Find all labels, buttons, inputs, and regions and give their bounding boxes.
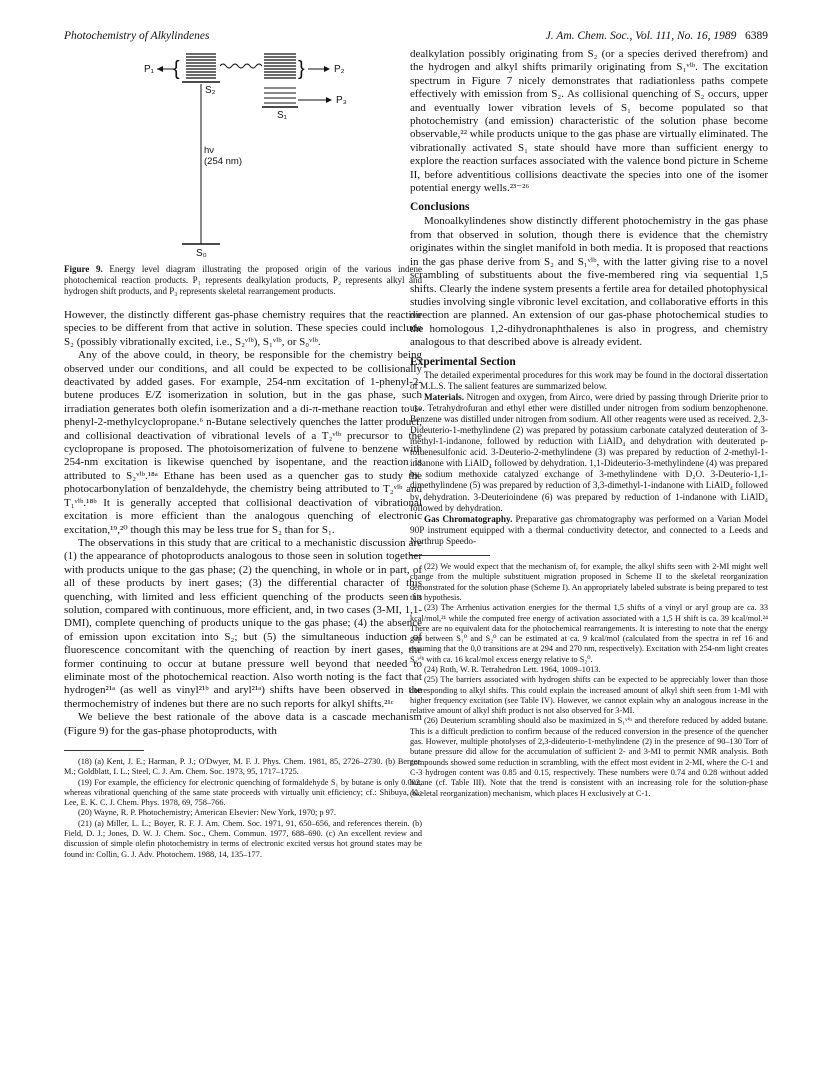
gc-label: Gas Chromatography. <box>424 513 513 524</box>
conclusions-paragraph: Monoalkylindenes show distinctly different photochemistry in the gas phase from that observed in solution, though there is evidence that the chemistry originates within the singlet manifold in both media. It is proposed that reactions in the gas phase derive from S₂ and S₁ᵛⁱᵇ, with the latter giving rise to a novel scrambling of substituents about the five-membered ring via sequential 1,5 shifts. Clearly the indene system presents a fertile area for detailed photophysical studies involving single vibronic level excitation, and collaborative efforts in this direction are planned. An extension of our gas-phase photochemical studies to the homologous 1,2-dihydronaphthalenes is also in progress, and chemistry analogous to that described above is already evident. <box>410 215 768 349</box>
p1-arrowhead <box>157 66 163 72</box>
left-column <box>64 48 422 860</box>
s0-label: S₀ <box>196 248 207 259</box>
right-column <box>410 48 768 799</box>
footnote-20: (20) Wayne, R. P. Photochemistry; American Elsevier: New York, 1970; p 97. <box>78 808 336 818</box>
experimental-intro: The detailed experimental procedures for this work may be found in the doctoral dissertation of M.L.S. The salient features are summarized below. <box>410 369 768 391</box>
experimental-heading: Experimental Section <box>410 355 516 368</box>
energy-level-diagram <box>64 48 422 260</box>
s2-label: S₂ <box>205 85 216 96</box>
experimental-section <box>410 370 768 548</box>
p3-label: P₃ <box>336 95 347 106</box>
journal-header <box>464 30 768 42</box>
page-number: 6389 <box>745 30 768 42</box>
conclusions-heading: Conclusions <box>410 201 470 214</box>
right-brace: } <box>298 58 305 80</box>
left-paragraph-3: The observations in this study that are critical to a mechanistic discussion are (1) the appearance of photoproducts analogous to those seen in solution together with products unique to the gas phase; (2) the quenching, in whole or in part, of all of these products by inert gases; (3) the differential character of this quenching, with limited and less efficient quenching of the products seen in solution, compared with continuous, more efficient, and, in two cases (3-MI, 1,1-DMI), complete quenching of products unique to the gas phase; (4) the absence of emission upon excitation into S₂; but (5) the simultaneous induction of fluorescence concomitant with the quenching of reaction by inert gases, the former continuing to occur at butane pressure well beyond that needed to eliminate most of the photochemical reaction. Also worth noting is the fact that hydrogen²¹ᵃ (as well as vinyl²¹ᵇ and aryl²¹ᵃ) shifts have been observed in the thermochemistry of indenes but there are no such reports for alkyl shifts.²¹ᶜ <box>64 536 422 710</box>
footnote-26: (26) Deuterium scrambling should also be maximized in S₁ᵛⁱᵇ and therefore reduced by added butane. This is a difficult prediction to confirm because of the reduced conversion in the presence of the quencher gas. However, multiple photolyses of 2,3-dideuterio-1-methylindene (2) in the presence of 90–130 Torr of butane pressure did allow for the accumulation of sufficient 2- and 3-MI to permit NMR analysis. Both compounds showed some reduction in scrambling, with the effect most evident in 2-MI, where the C-1 and C-3 hydrogen content was 0.85 and 0.15, respectively. These numbers were 0.74 and 0.28 without added butane (cf. Table III). Note that the trend is consistent with an increasing role for the solution-phase (skeletal reorganization) mechanism, which places H exclusively at C-1. <box>410 716 768 798</box>
figure-caption-label: Figure 9. <box>64 264 103 274</box>
wavelength-label: (254 nm) <box>204 156 243 167</box>
s1-vibrational-levels <box>264 54 296 78</box>
footnote-23: (23) The Arrhenius activation energies for the thermal 1,5 shifts of a vinyl or aryl group are ca. 33 kcal/mol,²¹ while the computed free energy of activation associated with a 1,5 H shift is ca. 39 kcal/mol.²⁴ There are no equivalent data for the photochemical rearrangements. It is interesting to note that the energy gap between S₁⁰ and S₂⁰ can be estimated at ca. 9 kcal/mol (calculated from the spectra in ref 16 and assuming that the 0,0 transitions are at 294 and 270 nm, respectively). Excitation with 254-nm light creates S₂ᵛⁱᵇ with ca. 16 kcal/mol excess energy relative to S₂⁰. <box>410 603 768 664</box>
left-paragraph-2: Any of the above could, in theory, be responsible for the chemistry being observed under our conditions, and all could be expected to be collisionally deactivated by added gases. For example, 254-nm excitation of 1-phenyl-2-butene produces E/Z isomerization in solution, but in the gas phase, such irradiation generates both olefin isomerization and a di-π-methane reaction to 1-phenyl-2-methylcyclopropane.⁶ n-Butane selectively quenches the latter product, and collisional deactivation of vibrational levels of a T₂ᵛⁱᵇ precursor to the cyclopropane is proposed. The photoisomerization of fulvene to benzene with 254-nm excitation is likewise quenched by isopentane, and the reaction is attributed to S₂ᵛⁱᵇ.¹⁸ᵃ Ethane has been used as a quencher gas to study the photocarbonylation of benzaldehyde, the chemistry being attributed to T₂ᵛⁱᵇ and T₁ᵛⁱᵇ.¹⁸ᵇ It is generally accepted that collisional deactivation of vibrational excitation is more efficient than the analogous quenching of electronic excitation,¹⁹,²⁰ though this may be less true for S₂ than for S₁. <box>64 349 422 536</box>
figure-caption-text: Energy level diagram illustrating the proposed origin of the various indene photochemical reaction products. P₁ represents dealkylation products, P₂ represents alkyl and hydrogen shift products, and P₃ represents skeletal rearrangement products. <box>64 264 422 296</box>
s2-levels <box>182 54 220 82</box>
p2-label: P₂ <box>334 64 345 75</box>
running-title: Photochemistry of Alkylindenes <box>64 30 210 42</box>
left-paragraph-4: We believe the best rationale of the above data is a cascade mechanism (Figure 9) for the gas-phase photoproducts, with <box>64 711 422 737</box>
gc-paragraph <box>410 514 768 547</box>
figure-caption <box>64 264 422 297</box>
wavy-line <box>220 64 262 68</box>
materials-text: Nitrogen and oxygen, from Airco, were dried by passing through Drierite prior to use. Tetrahydrofuran and ethyl ether were distilled under nitrogen from sodium benzophenone. Benzene was distilled under nitrogen from sodium. All other reagents were used as received. 2,3-Dideuterio-1-methylindene (2) was prepared by potassium carbonate catalyzed deuteration of 3-methyl-1-indanone, followed by reduction with LiAlD₄ and dehydration with deuterated p-toluenesulfonic acid. 3-Deuterio-2-methylindene (3) was prepared by reduction of 2-methyl-1-indanone with LiAlD₄ followed by dehydration. 1,1-Dideuterio-3-methylindene (4) was prepared by sodium methoxide catalyzed exchange of 3-methylindene with D₂O. 3-Deuterio-1,1-dimethylindene (5) was prepared by reduction of 3,3-dimethyl-1-indanone with LiAlD₄ followed by dehydration. 3-Deuterioindene (6) was prepared by reduction of 1-indanone with LiAlD₄ followed by dehydration. <box>410 391 768 513</box>
footnote-24: (24) Roth, W. R. Tetrahedron Lett. 1964, 1009–1013. <box>424 665 601 674</box>
footnote-22: (22) We would expect that the mechanism of, for example, the alkyl shifts seen with 2-MI might well change from the multiple substituent migration proposed in Scheme II to the skeletal reorganization demonstrated for the solution phase (Scheme I). An appropriately labeled substrate is being prepared to test this hypothesis. <box>410 562 768 602</box>
right-intro-paragraph: dealkylation possibly originating from S₂ (or a species derived therefrom) and the hydrogen and alkyl shifts primarily originating from S₁ᵛⁱᵇ. The excitation spectrum in Figure 7 nicely demonstrates that radiationless paths compete effectively with emission from S₂. As collisional quenching of S₂ occurs, upper and eventually lower vibration levels of S₁ become populated so that photochemistry (and emission) characteristic of the solution phase become observable,²² while products unique to the gas phase are virtually eliminated. The vibrationally activated S₁ state should have more than sufficient energy to explore the reaction surfaces associated with the valence bond picture in Scheme II, before adventitious collisions deactivate the species into one of the isomer potential energy wells.²³⁻²⁶ <box>410 48 768 195</box>
left-paragraph-1: However, the distinctly different gas-phase chemistry requires that the reactive species to be different from that active in solution. These species could include S₂ (possibly vibrationally excited, i.e., S₂ᵛⁱᵇ), S₁ᵛⁱᵇ, or S₀ᵛⁱᵇ. <box>64 309 422 348</box>
footnote-18: (18) (a) Kent, J. E.; Harman, P. J.; O'Dwyer, M. F. J. Phys. Chem. 1981, 85, 2726–2730. (b) Berger, M.; Goldblatt, I. L.; Steel, C. J. Am. Chem. Soc. 1973, 95, 1717–1725. <box>64 757 422 777</box>
energy-level-figure <box>64 48 422 260</box>
hv-label: hν <box>204 145 215 156</box>
s1-label: S₁ <box>277 110 288 121</box>
gc-text: Preparative gas chromatography was performed on a Varian Model 90P instrument equipped with a thermal conductivity detector, and connected to a Leeds and Northrup Speedo- <box>410 513 769 546</box>
journal-name: J. Am. Chem. Soc., <box>545 30 633 42</box>
p3-arrowhead <box>326 97 332 103</box>
p2-arrowhead <box>324 66 330 72</box>
footnote-rule-right <box>410 555 490 556</box>
left-brace: { <box>173 58 180 80</box>
materials-label: Materials. <box>424 391 465 402</box>
footnote-19: (19) For example, the efficiency for electronic quenching of formaldehyde S₁ by butane is only 0.002, whereas vibrational quenching of the same state proceeds with virtually unit efficiency; cf.: Shibuya, K.; Lee, E. K. C. J. Chem. Phys. 1978, 69, 758–766. <box>64 777 422 808</box>
materials-paragraph <box>410 392 768 514</box>
footnote-21: (21) (a) Miller, L. L.; Boyer, R. F. J. Am. Chem. Soc. 1971, 91, 650–656, and references therein. (b) Field, D. J.; Jones, D. W. J. Chem. Soc., Chem. Commun. 1977, 688–690. (c) An excellent review and discussion of simple olefin photochemistry in terms of electronic excited versus hot ground states may be found in: Collin, G. J. Adv. Photochem. 1988, 14, 135–177. <box>64 818 422 859</box>
journal-volume: Vol. 111, No. 16, 1989 <box>635 30 737 42</box>
s1-lower-levels <box>262 88 298 107</box>
footnote-25: (25) The barriers associated with hydrogen shifts can be expected to be appreciably lower than those corresponding to alkyl shifts. This could explain the increased amount of alkyl shift seen from 1-MI with higher frequency excitation (see Table IV). However, we cannot explain why an analogous increase in the relative amount of alkyl shift product is not also observed for 3-MI. <box>410 675 768 716</box>
footnote-rule-left <box>64 750 144 751</box>
p1-label: P₁ <box>144 64 155 75</box>
